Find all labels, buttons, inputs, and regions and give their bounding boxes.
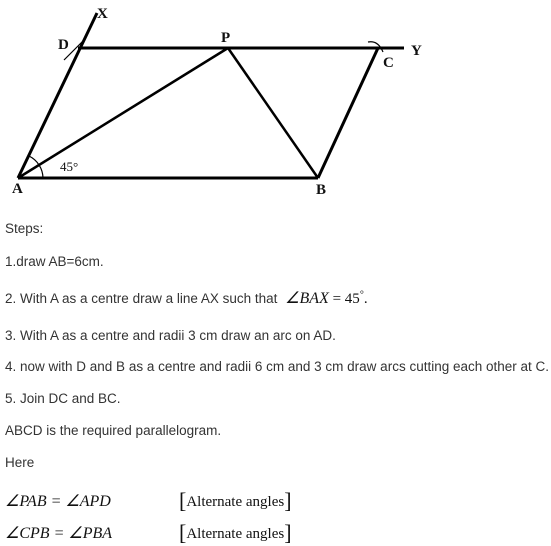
step-2-deg: ° xyxy=(359,289,364,301)
label-b: B xyxy=(316,182,327,198)
label-a: A xyxy=(12,181,23,197)
construction-figure xyxy=(0,0,551,212)
label-y: Y xyxy=(411,43,422,59)
equation-row-1 xyxy=(5,488,292,514)
steps-heading: Steps: xyxy=(5,221,44,236)
step-1: 1.draw AB=6cm. xyxy=(5,254,104,269)
equation-1: ∠PAB = ∠APD xyxy=(5,493,111,510)
angle-label-45: 45° xyxy=(60,159,79,174)
reason-1-text: Alternate angles xyxy=(186,494,285,510)
label-x: X xyxy=(97,6,108,22)
segment-pb xyxy=(228,48,318,178)
equation-2: ∠CPB = ∠PBA xyxy=(5,525,113,542)
conclusion: ABCD is the required parallelogram. xyxy=(5,423,222,438)
reason-1: [Alternate angles] xyxy=(179,488,292,513)
step-2-angle: ∠BAX xyxy=(285,290,329,307)
step-5: 5. Join DC and BC. xyxy=(5,391,121,406)
label-d: D xyxy=(58,37,69,53)
step-2-end: . xyxy=(363,291,368,307)
reason-2: [Alternate angles] xyxy=(179,520,292,545)
parallelogram-diagram xyxy=(0,0,551,212)
label-c: C xyxy=(383,55,394,71)
reason-2-text: Alternate angles xyxy=(186,526,285,542)
step-2 xyxy=(5,288,368,308)
label-p: P xyxy=(221,30,231,46)
equation-row-2 xyxy=(5,520,292,546)
step-2-eq: = 45 xyxy=(328,291,360,307)
side-bc xyxy=(318,48,378,178)
step-4: 4. now with D and B as a centre and radii 6 cm and 3 cm draw arcs cutting each other at C. xyxy=(5,359,550,374)
here-label: Here xyxy=(5,455,35,470)
step-2-text: 2. With A as a centre draw a line AX such that xyxy=(5,291,278,306)
step-3: 3. With A as a centre and radii 3 cm draw an arc on AD. xyxy=(5,328,336,343)
